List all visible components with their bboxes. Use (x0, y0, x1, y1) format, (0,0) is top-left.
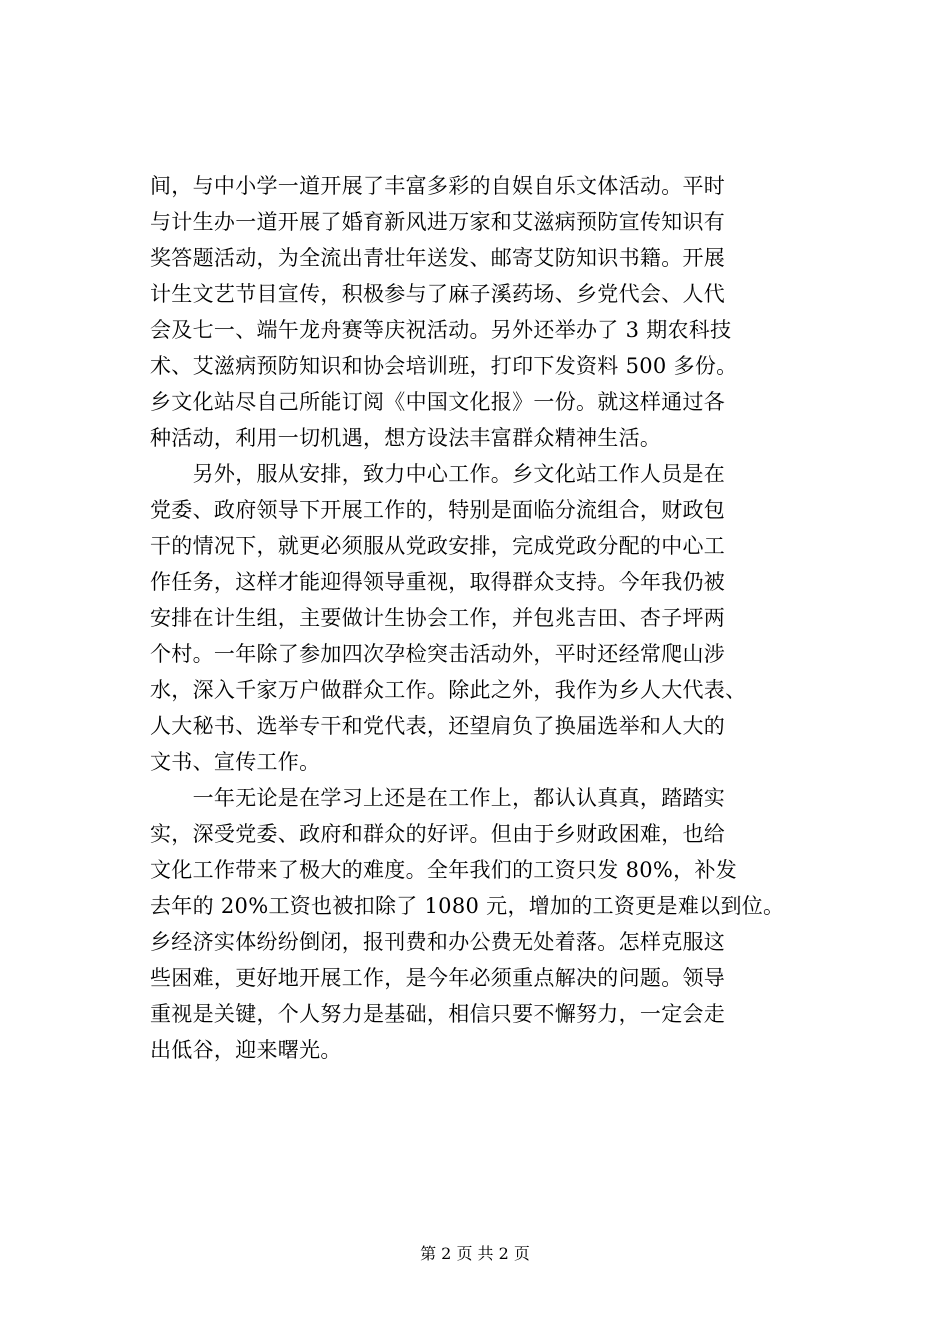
text-line: 文书、宣传工作。 (150, 750, 321, 774)
page-footer (0, 1242, 950, 1266)
text-line: 去年的 20%工资也被扣除了 1080 元，增加的工资更是难以到位。 (150, 894, 785, 918)
text-line: 人大秘书、选举专干和党代表，还望肩负了换届选举和人大的 (150, 714, 726, 738)
text-line: 出低谷，迎来曙光。 (150, 1038, 342, 1062)
text-line: 与计生办一道开展了婚育新风进万家和艾滋病预防宣传知识有 (150, 210, 726, 234)
text-line: 干的情况下，就更必须服从党政安排，完成党政分配的中心工 (150, 534, 726, 558)
text-line: 术、艾滋病预防知识和协会培训班，打印下发资料 500 多份。 (150, 354, 738, 378)
text-line: 一年无论是在学习上还是在工作上，都认认真真，踏踏实 (150, 786, 726, 810)
text-line: 党委、政府领导下开展工作的，特别是面临分流组合，财政包 (150, 498, 726, 522)
text-line: 会及七一、端午龙舟赛等庆祝活动。另外还举办了 3 期农科技 (150, 318, 732, 342)
text-line: 文化工作带来了极大的难度。全年我们的工资只发 80%，补发 (150, 858, 738, 882)
text-line: 间，与中小学一道开展了丰富多彩的自娱自乐文体活动。平时 (150, 174, 726, 198)
text-line: 些困难，更好地开展工作，是今年必须重点解决的问题。领导 (150, 966, 726, 990)
text-line: 作任务，这样才能迎得领导重视，取得群众支持。今年我仍被 (150, 570, 726, 594)
text-line: 安排在计生组，主要做计生协会工作，并包兆吉田、杏子坪两 (150, 606, 726, 630)
page-number-label: 第 2 页 共 2 页 (420, 1244, 530, 1263)
text-line: 个村。一年除了参加四次孕检突击活动外，平时还经常爬山涉 (150, 642, 726, 666)
text-line: 重视是关键，个人努力是基础，相信只要不懈努力，一定会走 (150, 1002, 726, 1026)
text-line: 另外，服从安排，致力中心工作。乡文化站工作人员是在 (150, 462, 726, 486)
text-line: 奖答题活动，为全流出青壮年送发、邮寄艾防知识书籍。开展 (150, 246, 726, 270)
text-line: 水，深入千家万户做群众工作。除此之外，我作为乡人大代表、 (150, 678, 747, 702)
text-line: 乡经济实体纷纷倒闭，报刊费和办公费无处着落。怎样克服这 (150, 930, 726, 954)
text-line: 计生文艺节目宣传，积极参与了麻子溪药场、乡党代会、人代 (150, 282, 726, 306)
text-line: 实，深受党委、政府和群众的好评。但由于乡财政困难，也给 (150, 822, 726, 846)
text-line: 乡文化站尽自己所能订阅《中国文化报》一份。就这样通过各 (150, 390, 726, 414)
body-text (150, 168, 802, 1068)
text-line: 种活动，利用一切机遇，想方设法丰富群众精神生活。 (150, 426, 662, 450)
